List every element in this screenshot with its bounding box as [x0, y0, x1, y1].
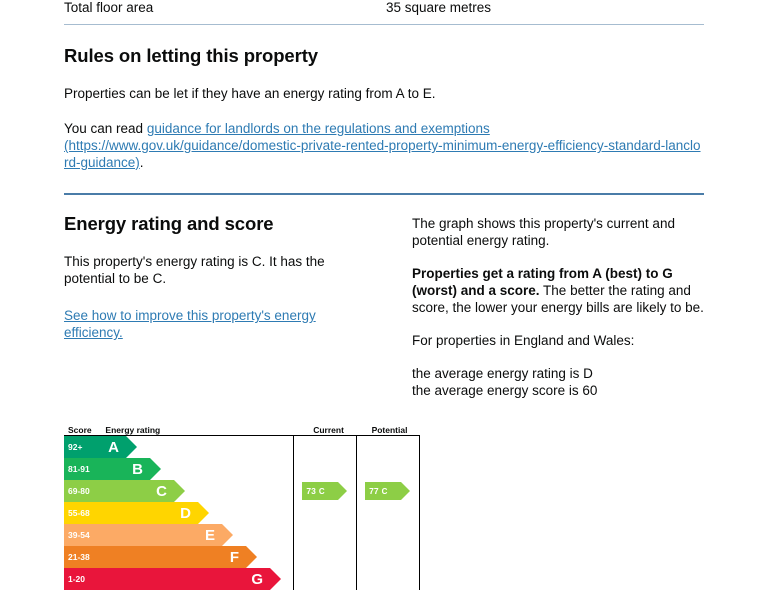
epc-band-letter: C: [98, 480, 174, 502]
epc-band-score: 55-68: [64, 502, 98, 524]
epc-current-column: [294, 436, 357, 590]
epc-band-letter: A: [98, 436, 126, 458]
epc-band-row: [64, 436, 293, 458]
graph-description: The graph shows this property's current and potential energy rating.: [412, 216, 675, 248]
epc-header-rating: Energy rating: [105, 425, 161, 435]
energy-rating-columns: [64, 213, 704, 399]
epc-band-letter: D: [98, 502, 198, 524]
energy-rating-right-column: [412, 213, 704, 399]
epc-band-row: [64, 546, 293, 568]
england-wales-intro: For properties in England and Wales:: [412, 333, 635, 348]
divider-thin-top: [64, 24, 704, 25]
epc-potential-rating-arrow: 77 C: [365, 482, 401, 500]
epc-band-row: [64, 480, 293, 502]
epc-potential-column: [357, 436, 420, 590]
rules-guidance-paragraph: [64, 120, 704, 171]
epc-header-score: Score: [68, 425, 92, 435]
epc-band-score: 1-20: [64, 568, 98, 590]
landlord-guidance-link[interactable]: guidance for landlords on the regulations and exemptions: [146, 121, 490, 136]
epc-band-row: [64, 524, 293, 546]
epc-band-letter: B: [98, 458, 150, 480]
total-floor-area-row: [64, 0, 704, 18]
epc-band-score: 21-38: [64, 546, 98, 568]
epc-band-letter: E: [98, 524, 222, 546]
guidance-prefix: You can read: [64, 121, 147, 136]
divider-thick: [64, 193, 704, 195]
epc-band-score: 81-91: [64, 458, 98, 480]
epc-rating-graph: [64, 421, 420, 590]
guidance-period: .: [139, 155, 144, 170]
energy-section-title: Energy rating and score: [64, 213, 274, 234]
rules-section-title: Rules on letting this property: [64, 45, 318, 66]
energy-rating-left-column: [64, 213, 412, 399]
average-energy-score: the average energy score is 60: [412, 383, 598, 398]
epc-band-bars: [64, 436, 294, 590]
epc-band-score: 69-80: [64, 480, 98, 502]
average-energy-rating: the average energy rating is D: [412, 366, 593, 381]
total-floor-area-value: 35 square metres: [386, 0, 492, 15]
epc-band-letter: G: [98, 568, 270, 590]
epc-band-score: 92+: [64, 436, 98, 458]
epc-graph-headers: [64, 421, 420, 435]
rating-explanation-bold: Properties get a rating from A (best) to G (worst) and a score.: [412, 266, 673, 298]
rules-section-paragraph: Properties can be let if they have an energy rating from A to E.: [64, 86, 436, 101]
epc-band-row: [64, 502, 293, 524]
improve-efficiency-link[interactable]: See how to improve this property's energy efficiency.: [64, 308, 316, 340]
epc-band-row: [64, 458, 293, 480]
epc-current-rating-arrow: 73 C: [302, 482, 338, 500]
landlord-guidance-url[interactable]: (https://www.gov.uk/guidance/domestic-private-rented-property-minimum-energy-efficiency-standard-lanclord-guidance): [64, 138, 701, 170]
epc-graph-body: [64, 435, 420, 590]
energy-rating-summary: This property's energy rating is C. It has the potential to be C.: [64, 254, 325, 286]
epc-band-row: [64, 568, 293, 590]
epc-band-score: 39-54: [64, 524, 98, 546]
rating-explanation-rest: The better the rating and score, the lower your energy bills are likely to be.: [412, 283, 704, 315]
epc-header-current: Current: [313, 425, 344, 435]
epc-band-letter: F: [98, 546, 246, 568]
rating-explanation: [412, 265, 704, 316]
total-floor-area-label: Total floor area: [64, 0, 154, 15]
epc-header-potential: Potential: [371, 425, 408, 435]
